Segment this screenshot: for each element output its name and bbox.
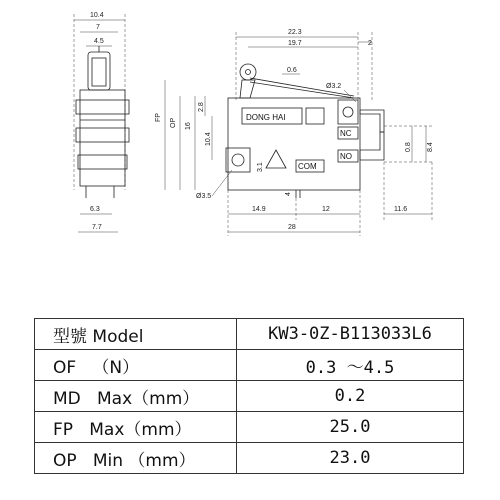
dim-hole-dia-bottom: Ø3.5 xyxy=(196,193,212,200)
row-label-b: Max（mm） xyxy=(96,388,200,409)
dim-fp: FP xyxy=(155,113,162,122)
dim-h10-4: 10.4 xyxy=(205,132,212,146)
dim-roller-0-6: 0.6 xyxy=(287,67,297,74)
row-label xyxy=(35,412,237,443)
row-value: KW3-0Z-B113033L6 xyxy=(237,319,464,350)
dim-bottom-12: 12 xyxy=(322,206,330,213)
row-label-b: （N） xyxy=(92,357,140,378)
row-label xyxy=(35,443,237,474)
table-row xyxy=(35,319,464,350)
row-label xyxy=(35,350,237,381)
table-row xyxy=(35,381,464,412)
brand-label: DONG HAI xyxy=(246,113,286,122)
dim-side-lower-width: 6.3 xyxy=(90,206,100,213)
row-label-a: OP xyxy=(53,450,77,471)
dim-top-19-7: 19.7 xyxy=(288,40,302,47)
row-label-a: MD xyxy=(53,388,81,409)
dim-right-8-4: 8.4 xyxy=(427,142,434,152)
table-row xyxy=(35,443,464,474)
row-label-b: Min （mm） xyxy=(92,450,196,471)
row-label xyxy=(35,381,237,412)
dim-h2-8: 2.8 xyxy=(198,102,205,112)
dim-side-inner-width: 4.5 xyxy=(94,38,104,45)
row-value: 0.3 ～4.5 xyxy=(237,350,464,381)
row-label-b: Model xyxy=(92,326,144,347)
dim-side-bottom-width: 7.7 xyxy=(92,224,102,231)
dim-h3-1: 3.1 xyxy=(257,162,264,172)
dim-side-upper-width: 7 xyxy=(96,24,100,31)
dim-bottom-14-9: 14.9 xyxy=(252,206,266,213)
dim-side-total-width: 10.4 xyxy=(90,12,104,19)
side-view xyxy=(74,12,129,232)
front-view xyxy=(155,29,434,236)
nc-label: NC xyxy=(340,129,352,138)
row-value: 25.0 xyxy=(237,412,464,443)
row-label xyxy=(35,319,237,350)
dim-hole-dia-top: Ø3.2 xyxy=(326,83,342,90)
dim-top-22-3: 22.3 xyxy=(288,29,302,36)
com-label: COM xyxy=(298,162,317,171)
row-value: 23.0 xyxy=(237,443,464,474)
dim-right-11-6: 11.6 xyxy=(394,206,408,213)
row-label-a: FP xyxy=(53,419,74,440)
row-label-a: OF xyxy=(53,357,77,378)
dim-bottom-28: 28 xyxy=(288,224,296,231)
row-label-b: Max（mm） xyxy=(89,419,192,440)
table-row xyxy=(35,412,464,443)
row-value: 0.2 xyxy=(237,381,464,412)
dim-op: OP xyxy=(170,117,177,128)
row-label-a: 型號 xyxy=(53,326,87,347)
dim-right-0-8: 0.8 xyxy=(405,142,412,152)
no-label: NO xyxy=(340,152,352,161)
dim-h4: 4 xyxy=(285,192,292,196)
spec-table xyxy=(34,318,464,474)
dim-h16: 16 xyxy=(185,122,192,130)
table-row xyxy=(35,350,464,381)
dim-top-2: 2 xyxy=(368,40,372,47)
